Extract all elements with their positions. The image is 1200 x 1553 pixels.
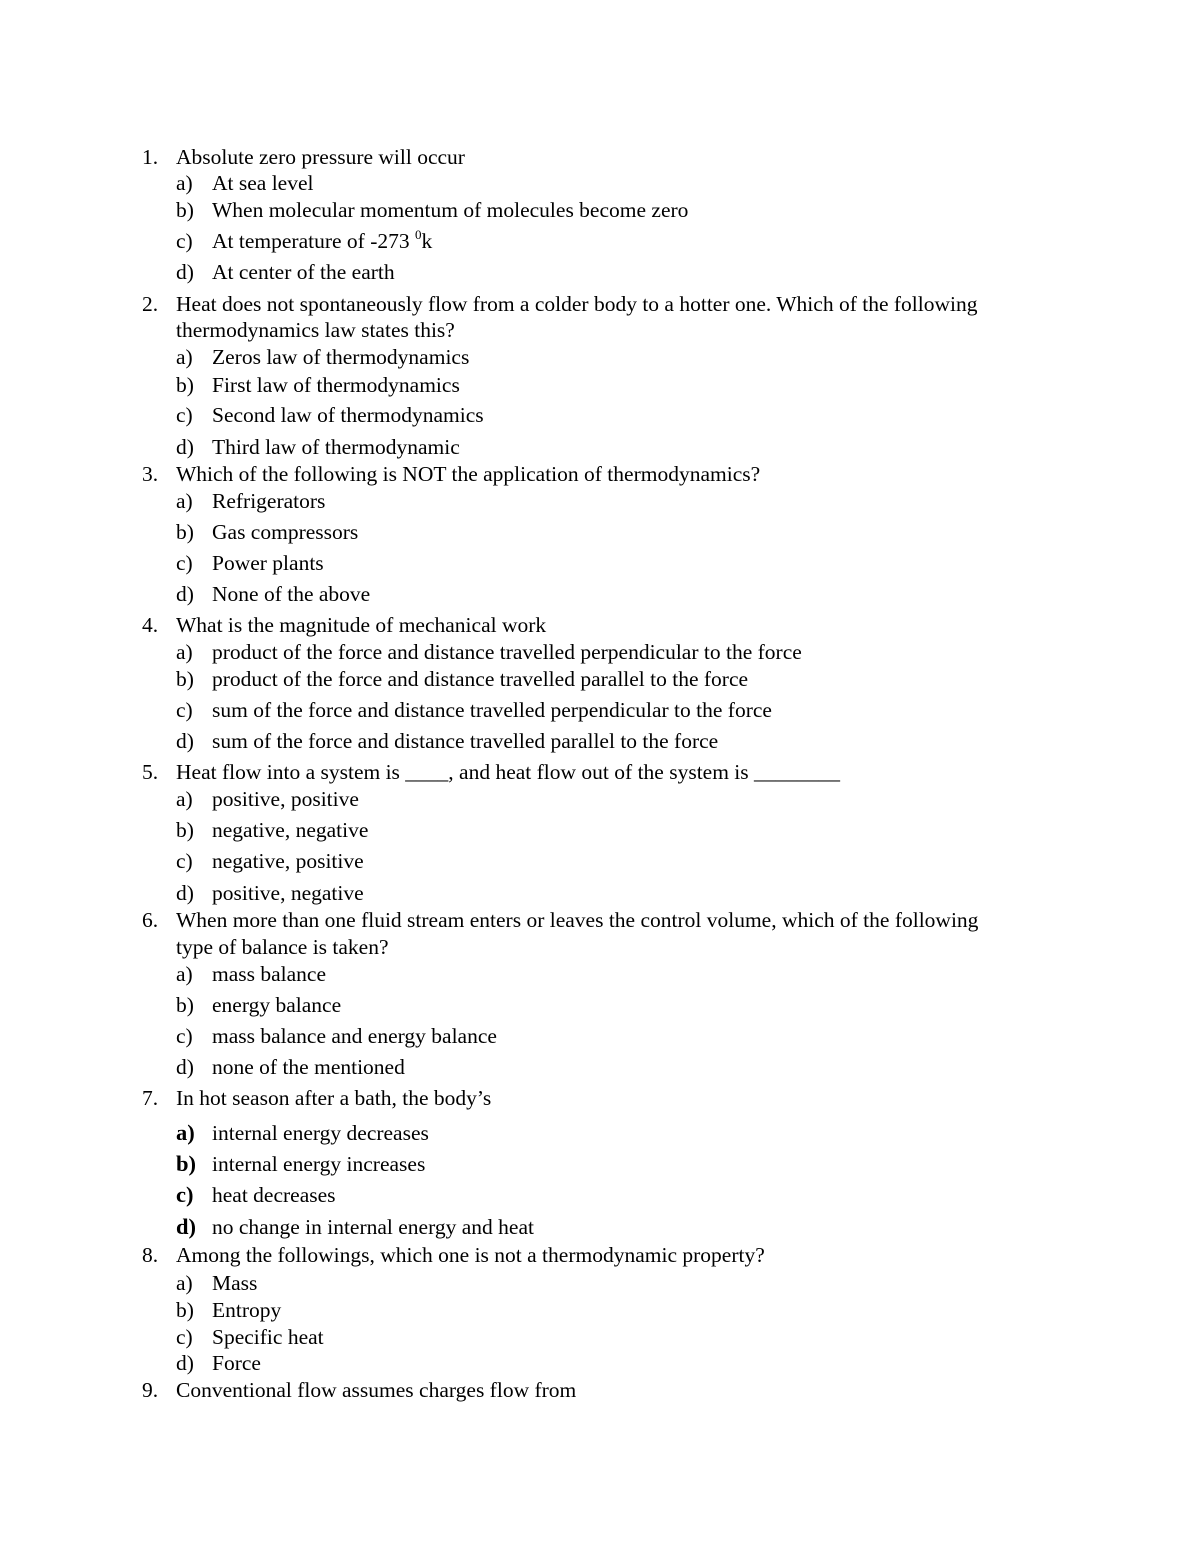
question-number: 1. (142, 145, 159, 169)
option-label: d) (176, 435, 194, 459)
question-number: 9. (142, 1378, 159, 1402)
option-text (212, 582, 370, 606)
option-text-main: mass balance and energy balance (212, 1024, 497, 1048)
option-text (212, 1325, 324, 1349)
option-text-main: negative, negative (212, 818, 369, 842)
option-text-main: Specific heat (212, 1325, 324, 1349)
option-text (212, 1024, 497, 1048)
option-text (212, 1152, 425, 1176)
option-text-main: mass balance (212, 962, 327, 986)
option-text-main: Gas compressors (212, 520, 359, 544)
question-text: In hot season after a bath, the body’s (176, 1086, 492, 1110)
option-text (212, 1215, 534, 1239)
option-text-main: At center of the earth (212, 260, 395, 284)
question-number: 4. (142, 613, 159, 637)
option-label: a) (176, 787, 193, 811)
option-label: a) (176, 489, 193, 513)
option-text (212, 1298, 281, 1322)
option-label: b) (176, 818, 194, 842)
option-text (212, 489, 325, 513)
question-text: Heat does not spontaneously flow from a colder body to a hotter one. Which of the following (176, 292, 978, 316)
option-text-main: Mass (212, 1271, 258, 1295)
option-label: b) (176, 993, 194, 1017)
option-label: d) (176, 582, 194, 606)
question-number: 8. (142, 1243, 159, 1267)
option-text-main: Third law of thermodynamic (212, 435, 460, 459)
option-text (212, 229, 432, 253)
option-text (212, 729, 718, 753)
option-text (212, 962, 326, 986)
option-text (212, 1055, 405, 1079)
option-text-main: sum of the force and distance travelled perpendicular to the force (212, 698, 772, 722)
question-number: 3. (142, 462, 159, 486)
option-label: c) (176, 403, 193, 427)
option-text (212, 373, 460, 397)
option-label: a) (176, 640, 193, 664)
option-text-main: internal energy decreases (212, 1121, 429, 1145)
option-text (212, 1121, 429, 1145)
option-label: c) (176, 698, 193, 722)
option-text-main: Zeros law of thermodynamics (212, 345, 470, 369)
option-label: c) (176, 1024, 193, 1048)
option-text (212, 403, 484, 427)
option-text (212, 198, 688, 222)
option-label: d) (176, 260, 194, 284)
option-label: d) (176, 1351, 194, 1375)
option-label: b) (176, 1298, 194, 1322)
option-text-main: positive, negative (212, 881, 364, 905)
question-text: Conventional flow assumes charges flow from (176, 1378, 577, 1402)
option-text (212, 260, 395, 284)
question-text: thermodynamics law states this? (176, 318, 455, 342)
option-label: b) (176, 1151, 197, 1176)
question-text: When more than one fluid stream enters or leaves the control volume, which of the following (176, 908, 979, 932)
option-text (212, 667, 748, 691)
option-label: d) (176, 881, 194, 905)
question-text: Among the followings, which one is not a thermodynamic property? (176, 1243, 765, 1267)
option-label: b) (176, 520, 194, 544)
option-label: c) (176, 229, 193, 253)
option-label: d) (176, 1214, 197, 1239)
option-text (212, 1183, 336, 1207)
option-text-main: At sea level (212, 171, 314, 195)
option-text (212, 993, 341, 1017)
option-label: a) (176, 1271, 193, 1295)
option-label: d) (176, 1055, 194, 1079)
question-text: Which of the following is NOT the application of thermodynamics? (176, 462, 761, 486)
option-label: a) (176, 171, 193, 195)
option-text (212, 171, 314, 195)
option-text-main: sum of the force and distance travelled parallel to the force (212, 729, 719, 753)
option-text-main: product of the force and distance travelled perpendicular to the force (212, 640, 802, 664)
question-text: type of balance is taken? (176, 935, 389, 959)
option-text-main: When molecular momentum of molecules become zero (212, 198, 689, 222)
option-label: c) (176, 1325, 193, 1349)
option-label: d) (176, 729, 194, 753)
option-text-suffix: k (421, 229, 433, 253)
option-label: a) (176, 1120, 195, 1145)
question-text: Heat flow into a system is ____, and heat flow out of the system is ________ (176, 760, 841, 784)
option-text-main: none of the mentioned (212, 1055, 405, 1079)
option-text (212, 520, 358, 544)
option-label: c) (176, 849, 193, 873)
option-text (212, 1351, 261, 1375)
option-label: b) (176, 667, 194, 691)
degree-superscript: 0 (414, 227, 422, 242)
option-text-main: energy balance (212, 993, 342, 1017)
option-text (212, 551, 324, 575)
question-text: Absolute zero pressure will occur (176, 145, 465, 169)
option-label: a) (176, 345, 193, 369)
question-number: 6. (142, 908, 159, 932)
option-text-main: First law of thermodynamics (212, 373, 460, 397)
option-text-main: Refrigerators (212, 489, 326, 513)
question-number: 7. (142, 1086, 159, 1110)
option-text-main: heat decreases (212, 1183, 336, 1207)
option-text (212, 849, 364, 873)
option-text-main: Force (212, 1351, 261, 1375)
question-number: 5. (142, 760, 159, 784)
option-label: b) (176, 198, 194, 222)
option-text (212, 881, 364, 905)
option-text-main: At temperature of -273 (212, 229, 415, 253)
option-text-main: product of the force and distance travelled parallel to the force (212, 667, 749, 691)
option-text-main: None of the above (212, 582, 371, 606)
option-text-main: no change in internal energy and heat (212, 1215, 534, 1239)
option-text (212, 1271, 257, 1295)
option-text (212, 435, 460, 459)
option-text-main: Second law of thermodynamics (212, 403, 484, 427)
option-text (212, 818, 368, 842)
option-text-main: positive, positive (212, 787, 359, 811)
option-label: b) (176, 373, 194, 397)
question-text: What is the magnitude of mechanical work (176, 613, 547, 637)
option-label: c) (176, 1182, 194, 1207)
option-text (212, 698, 772, 722)
option-label: c) (176, 551, 193, 575)
question-number: 2. (142, 292, 159, 316)
option-text-main: Power plants (212, 551, 324, 575)
option-text-main: internal energy increases (212, 1152, 426, 1176)
option-text (212, 787, 359, 811)
option-text-main: negative, positive (212, 849, 364, 873)
option-text (212, 345, 469, 369)
option-text-main: Entropy (212, 1298, 282, 1322)
option-text (212, 640, 802, 664)
option-label: a) (176, 962, 193, 986)
